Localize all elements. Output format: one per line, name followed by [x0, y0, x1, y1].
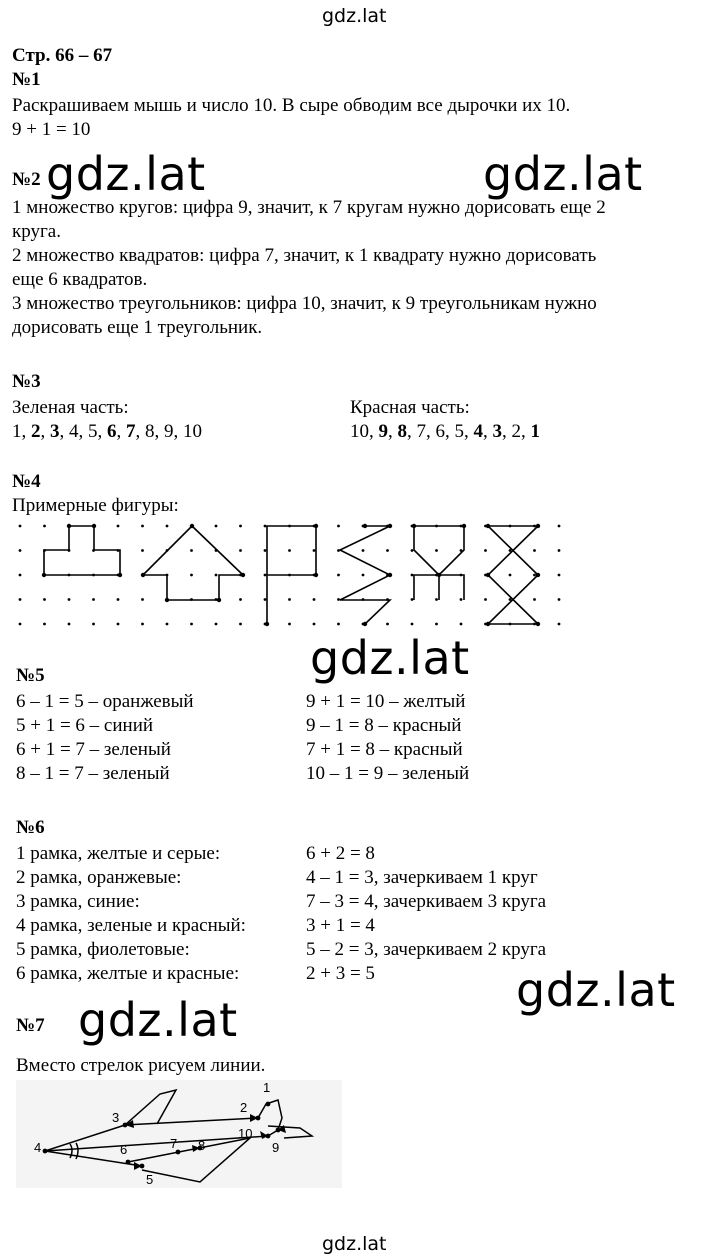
- watermark-large: gdz.lat: [516, 963, 676, 1017]
- grid-dot: [19, 549, 22, 552]
- task-4-caption: Примерные фигуры:: [12, 495, 179, 516]
- sequence-separator: ,: [445, 421, 455, 442]
- grid-dot: [411, 549, 414, 552]
- task-6-right-line: 4 – 1 = 3, зачеркиваем 1 круг: [306, 867, 538, 888]
- sequence-separator: ,: [483, 421, 493, 442]
- grid-dot: [92, 623, 95, 626]
- sequence-number: 5: [88, 421, 98, 442]
- task-4-number: №4: [12, 471, 41, 492]
- sequence-number: 5: [454, 421, 464, 442]
- point-label-9: 9: [272, 1140, 280, 1155]
- task-2-line: 2 множество квадратов: цифра 7, значит, к 1 квадрату нужно дорисовать: [12, 245, 597, 266]
- grid-dot: [435, 549, 438, 552]
- sequence-separator: ,: [407, 421, 417, 442]
- sequence-separator: ,: [116, 421, 126, 442]
- task-6-right-line: 6 + 2 = 8: [306, 843, 375, 864]
- point-label-6: 6: [120, 1142, 128, 1157]
- grid-dot: [484, 598, 487, 601]
- task-5-left-line: 5 + 1 = 6 – синий: [16, 715, 154, 736]
- sequence-number: 1: [530, 421, 540, 442]
- sequence-number: 1: [12, 421, 22, 442]
- task-5-right-line: 7 + 1 = 8 – красный: [306, 739, 463, 760]
- grid-dot: [313, 549, 316, 552]
- sequence-separator: ,: [464, 421, 474, 442]
- sequence-separator: ,: [154, 421, 164, 442]
- task-5-number: №5: [16, 665, 45, 686]
- watermark-large: gdz.lat: [78, 993, 238, 1047]
- task-6-left-line: 4 рамка, зеленые и красный:: [16, 915, 246, 936]
- sequence-number: 7: [416, 421, 426, 442]
- sequence-number: 6: [435, 421, 445, 442]
- task-5-left-line: 8 – 1 = 7 – зеленый: [16, 763, 170, 784]
- grid-dot: [337, 574, 340, 577]
- header-watermark: gdz.lat: [322, 5, 387, 27]
- sequence-separator: ,: [369, 421, 379, 442]
- grid-dot: [19, 574, 22, 577]
- grid-dot: [19, 598, 22, 601]
- watermark-large: gdz.lat: [46, 147, 206, 201]
- grid-dot: [43, 598, 46, 601]
- grid-dot: [215, 623, 218, 626]
- grid-dot: [288, 598, 291, 601]
- grid-dot: [117, 598, 120, 601]
- grid-dot: [558, 598, 561, 601]
- sequence-number: 4: [473, 421, 483, 442]
- sequence-number: 3: [492, 421, 502, 442]
- grid-dot: [43, 623, 46, 626]
- grid-dot: [362, 549, 365, 552]
- task-1-equation: 9 + 1 = 10: [12, 119, 91, 140]
- grid-dot: [239, 549, 242, 552]
- task-7-number: №7: [16, 1015, 45, 1036]
- grid-dot: [484, 549, 487, 552]
- grid-dot: [337, 598, 340, 601]
- point-label-4: 4: [34, 1140, 42, 1155]
- red-part-title: Красная часть:: [350, 397, 470, 418]
- grid-dot: [264, 574, 267, 577]
- point-label-8: 8: [198, 1138, 206, 1153]
- grid-dot: [313, 598, 316, 601]
- task-1-text: Раскрашиваем мышь и число 10. В сыре обводим все дырочки их 10.: [12, 95, 571, 116]
- red-part-sequence: [350, 420, 540, 444]
- sequence-number: 7: [126, 421, 136, 442]
- figure-t-shape: [44, 526, 120, 575]
- grid-dot: [141, 623, 144, 626]
- task-6-left-line: 6 рамка, желтые и красные:: [16, 963, 240, 984]
- grid-dot: [386, 623, 389, 626]
- grid-dot: [533, 574, 536, 577]
- point-label-2: 2: [240, 1100, 248, 1115]
- sequence-number: 3: [50, 421, 60, 442]
- grid-dot: [558, 623, 561, 626]
- point-label-3: 3: [112, 1110, 120, 1125]
- figure-zigzag-shape: [340, 526, 390, 624]
- point-label-5: 5: [146, 1172, 154, 1187]
- grid-dot: [117, 525, 120, 528]
- task-6-right-line: 5 – 2 = 3, зачеркиваем 2 круга: [306, 939, 547, 960]
- figure-diamond-shape: [488, 526, 538, 624]
- grid-dot: [117, 623, 120, 626]
- grid-dot: [215, 574, 218, 577]
- task-2-line: еще 6 квадратов.: [12, 269, 148, 290]
- grid-dot: [435, 623, 438, 626]
- sequence-separator: ,: [521, 421, 531, 442]
- grid-dot: [215, 525, 218, 528]
- green-part-title: Зеленая часть:: [12, 397, 129, 418]
- task-5-left-line: 6 + 1 = 7 – зеленый: [16, 739, 171, 760]
- grid-dot: [68, 623, 71, 626]
- task-3-number: №3: [12, 371, 41, 392]
- page-reference: Стр. 66 – 67: [12, 45, 113, 66]
- figure-m-shape: [414, 575, 464, 600]
- task-5-right-line: 10 – 1 = 9 – зеленый: [306, 763, 470, 784]
- sequence-separator: ,: [59, 421, 69, 442]
- sequence-separator: ,: [502, 421, 512, 442]
- grid-dot: [533, 598, 536, 601]
- drawing-background: [16, 1080, 342, 1188]
- grid-dot: [509, 574, 512, 577]
- sequence-number: 4: [69, 421, 79, 442]
- sequence-separator: ,: [173, 421, 183, 442]
- grid-dot: [533, 549, 536, 552]
- figure-m-shape: [414, 526, 464, 575]
- task-5-left-line: 6 – 1 = 5 – оранжевый: [16, 691, 194, 712]
- grid-dot: [337, 623, 340, 626]
- figure-p-shape: [267, 526, 316, 624]
- grid-dot: [239, 598, 242, 601]
- task-6-number: №6: [16, 817, 45, 838]
- grid-dot: [558, 574, 561, 577]
- task-1-number: №1: [12, 69, 41, 90]
- grid-dot: [239, 623, 242, 626]
- sequence-number: 8: [145, 421, 155, 442]
- grid-dot: [190, 549, 193, 552]
- task-2-line: круга.: [12, 221, 61, 242]
- sequence-separator: ,: [97, 421, 107, 442]
- task-6-left-line: 2 рамка, оранжевые:: [16, 867, 182, 888]
- grid-dot: [141, 549, 144, 552]
- sequence-number: 10: [183, 421, 202, 442]
- grid-dot: [288, 623, 291, 626]
- sequence-separator: ,: [388, 421, 398, 442]
- sequence-number: 2: [511, 421, 521, 442]
- task-6-left-line: 1 рамка, желтые и серые:: [16, 843, 221, 864]
- watermark-large: gdz.lat: [310, 631, 470, 685]
- grid-dot: [19, 623, 22, 626]
- grid-dot: [264, 598, 267, 601]
- point-label-1: 1: [263, 1080, 271, 1095]
- sequence-number: 8: [397, 421, 407, 442]
- task-7-caption: Вместо стрелок рисуем линии.: [16, 1055, 266, 1076]
- grid-dot: [362, 574, 365, 577]
- task-2-number: №2: [12, 169, 41, 190]
- grid-dot: [19, 525, 22, 528]
- sequence-number: 10: [350, 421, 369, 442]
- grid-dot: [460, 598, 463, 601]
- task-6-right-line: 3 + 1 = 4: [306, 915, 375, 936]
- green-part-sequence: [12, 420, 202, 444]
- sequence-number: 9: [378, 421, 388, 442]
- task-2-line: 3 множество треугольников: цифра 10, значит, к 9 треугольникам нужно: [12, 293, 597, 314]
- sequence-separator: ,: [135, 421, 145, 442]
- task-6-right-line: 7 – 3 = 4, зачеркиваем 3 круга: [306, 891, 547, 912]
- task-6-right-line: 2 + 3 = 5: [306, 963, 375, 984]
- grid-dot: [190, 623, 193, 626]
- grid-dot: [558, 525, 561, 528]
- task-2-line: 1 множество кругов: цифра 9, значит, к 7 кругам нужно дорисовать еще 2: [12, 197, 606, 218]
- grid-dot: [68, 598, 71, 601]
- grid-dot: [288, 549, 291, 552]
- dot-grid-figures: [0, 518, 560, 630]
- grid-dot: [313, 623, 316, 626]
- grid-dot: [411, 574, 414, 577]
- grid-dot: [337, 525, 340, 528]
- sequence-separator: ,: [78, 421, 88, 442]
- grid-dot: [141, 598, 144, 601]
- grid-dot: [166, 525, 169, 528]
- grid-dot: [264, 525, 267, 528]
- task-2-line: дорисовать еще 1 треугольник.: [12, 317, 263, 338]
- grid-dot: [43, 525, 46, 528]
- grid-dot: [190, 574, 193, 577]
- grid-dot: [411, 598, 414, 601]
- point-label-10: 10: [238, 1126, 253, 1141]
- grid-dot: [386, 549, 389, 552]
- grid-dot: [558, 549, 561, 552]
- grid-dot: [166, 623, 169, 626]
- sequence-separator: ,: [426, 421, 436, 442]
- grid-dot: [239, 525, 242, 528]
- sequence-number: 6: [107, 421, 117, 442]
- sequence-separator: ,: [21, 421, 31, 442]
- footer-watermark: gdz.lat: [322, 1233, 387, 1255]
- grid-dot: [435, 598, 438, 601]
- watermark-large: gdz.lat: [483, 147, 643, 201]
- grid-dot: [92, 598, 95, 601]
- grid-dot: [460, 623, 463, 626]
- task-5-right-line: 9 + 1 = 10 – желтый: [306, 691, 466, 712]
- sequence-number: 9: [164, 421, 174, 442]
- sequence-separator: ,: [40, 421, 50, 442]
- airplane-drawing: [0, 1078, 360, 1190]
- task-5-right-line: 9 – 1 = 8 – красный: [306, 715, 462, 736]
- task-6-left-line: 5 рамка, фиолетовые:: [16, 939, 190, 960]
- sequence-number: 2: [31, 421, 41, 442]
- task-6-left-line: 3 рамка, синие:: [16, 891, 140, 912]
- grid-dot: [411, 623, 414, 626]
- grid-dot: [141, 525, 144, 528]
- grid-dot: [264, 549, 267, 552]
- point-label-7: 7: [170, 1136, 178, 1151]
- figure-arrow-shape: [143, 526, 243, 600]
